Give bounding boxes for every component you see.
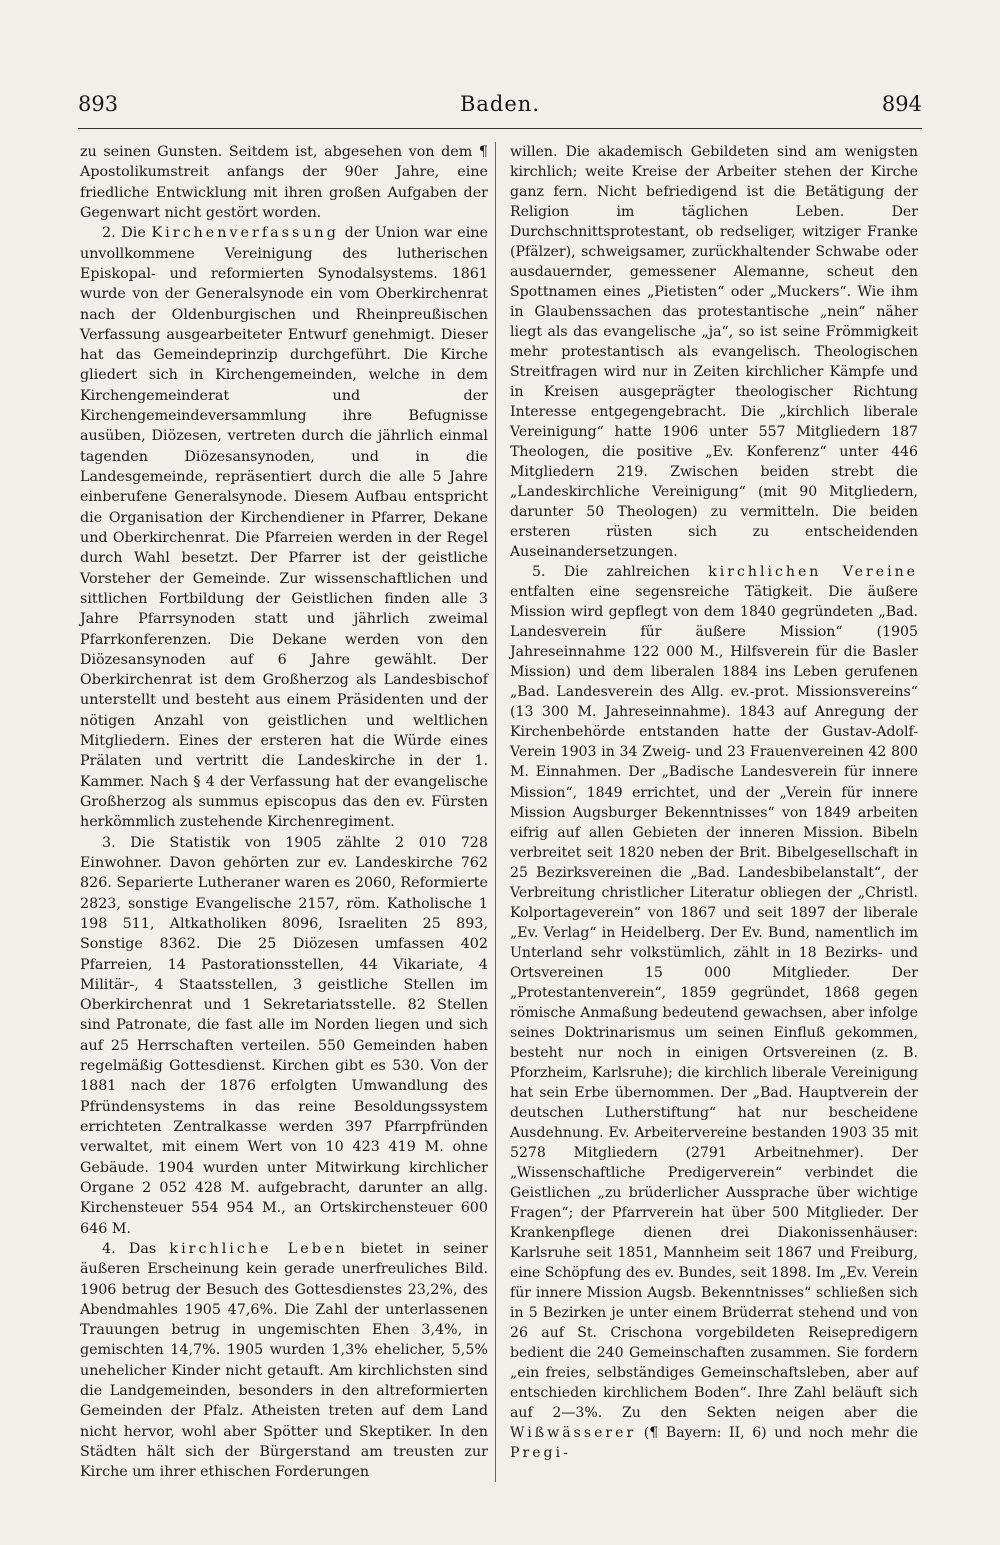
running-title: Baden. (459, 92, 541, 116)
paragraph-statistik: 3. Die Statistik von 1905 zählte 2 010 728 Einwohner. Davon gehörten zur ev. Landeskirche 762 826. Separierte Lutheraner waren es 2060, Reformierte 2823, sonstige Evangelische 2157, röm. Katholische 1 198 511, Altkatholiken 8096, Israeliten 25 893, Sonstige 8362. Die 25 Diözesen umfassen 402 Pfarreien, 14 Pastorationsstellen, 44 Vikariate, 4 Militär-, 4 Staatsstellen, 3 geistliche Stellen im Oberkirchenrat und 1 Sekretariatsstelle. 82 Stellen sind Patronate, die fast alle im Norden liegen und sich auf 25 Herrschaften verteilen. 550 Gemeinden haben regelmäßig Gottesdienst. Kirchen gibt es 530. Von der 1881 nach der 1876 erfolgten Umwandlung des Pfründensystems in das reine Besoldungssystem errichteten Zentralkasse werden 397 Pfarrpfründen verwaltet, mit einem Wert von 10 423 419 M. ohne Gebäude. 1904 wurden unter Mitwirkung kirchlicher Organe 2 052 428 M. aufgebracht, darunter an allg. Kirchensteuer 554 954 M., an Ortskirchensteuer 600 646 M. (80, 834, 488, 1237)
header-rule (78, 128, 922, 129)
paragraph-kirchliche-leben (80, 1239, 488, 1483)
paragraph-text: (¶ Bayern: II, 6) und noch mehr die (636, 1425, 918, 1441)
page-header (78, 92, 922, 120)
section-number: 4. Das (102, 1240, 170, 1257)
section-number: 2. Die (102, 225, 152, 242)
page-number-left: 893 (78, 92, 119, 116)
section-number: 5. Die zahlreichen (532, 564, 709, 581)
paragraph-text: entfalten eine segensreiche Tätigkeit. Die äußere Mission wird gepflegt von dem 1840 gegründeten „Bad. Landesverein für äußere Mission“ (1905 Jahreseinnahme 122 000 M., Hilfsverein für die Basler Mission) und dem liberalen 1884 ins Leben gerufenen „Bad. Landesverein des Allg. ev.-prot. Missionsvereins“ (13 300 M. Jahreseinnahme). 1843 auf Anregung der Kirchenbehörde entstanden hatte der Gustav-Adolf-Verein 1903 in 34 Zweig- und 23 Frauenvereinen 42 800 M. Einnahmen. Der „Badische Landesverein für innere Mission“, 1849 errichtet, und der „Verein für innere Mission Augsburger Bekenntnisses“ von 1849 arbeiten eifrig auf allen Gebieten der inneren Mission. Bibeln verbreitet seit 1820 neben der Brit. Bibelgesellschaft in 25 Bezirksvereinen die „Bad. Landesbibelanstalt“, der Verbreitung christlicher Literatur obliegen der „Christl. Kolportageverein“ von 1867 und seit 1897 der liberale „Ev. Verlag“ in Heidelberg. Der Ev. Bund, namentlich im Unterland sehr volkstümlich, zählt in 18 Bezirks- und Ortsvereinen 15 000 Mitglieder. Der „Protestantenverein“, 1859 gegründet, 1868 gegen römische Anmaßung bedeutend gewachsen, aber infolge seines Doktrinarismus um seinen Einfluß gekommen, besteht nur noch in einigen Ortsvereinen (z. B. Pforzheim, Karlsruhe); die kirchlich liberale Vereinigung hat sein Erbe übernommen. Der „Bad. Hauptverein der deutschen Lutherstiftung“ hat nur bescheidene Ausdehnung. Ev. Arbeitervereine bestanden 1903 35 mit 5278 Mitgliedern (2791 Arbeitnehmer). Der „Wissenschaftliche Predigerverein“ verbindet die Geistlichen „zu brüderlicher Aussprache über wichtige Fragen“; der Pfarrverein hat über 500 Mitglieder. Der Krankenpflege dienen drei Diakonissenhäuser: Karlsruhe seit 1851, Mannheim seit 1867 und Freiburg, eine Schöpfung des ev. Bundes, seit 1898. Im „Ev. Verein für innere Mission Augsb. Bekenntnisses“ schließen sich in 5 Bezirken je unter einem Brüderrat stehend und von 26 auf St. Crischona vorgebildeten Reisepredigern bedient die 240 Gemeinschaften zusammen. Sie fordern „ein freies, selbständiges Gemeinschaftsleben, aber auf entschieden kirchlichem Boden“. Ihre Zahl beläuft sich auf 2—3%. Zu den Sekten neigen aber die (510, 584, 918, 1421)
column-divider (495, 142, 496, 1482)
paragraph-continuation: zu seinen Gunsten. Seitdem ist, abgesehen von dem ¶ Apostolikumstreit anfangs der 90er Jahre, eine friedliche Entwicklung mit ihren großen Aufgaben der Gegenwart nicht gestört worden. (80, 144, 488, 221)
paragraph-kirchenverfassung (80, 223, 488, 832)
emphasized-term: kirchliche Leben (169, 1240, 348, 1257)
emphasized-term: Pregi- (510, 1445, 571, 1462)
emphasized-term: Kirchenverfassung (151, 225, 339, 242)
paragraph-text: der Union war eine unvollkommene Vereinigung des lutherischen Episkopal- und reformierten Synodalsystems. 1861 wurde von der Generalsynode ein vom Oberkirchenrat nach der Oldenburgischen und Rheinpreußischen Verfassung ausgearbeiteter Entwurf genehmigt. Dieser hat das Gemeindeprinzip durchgeführt. Die Kirche gliedert sich in Kirchengemeinden, welche in dem Kirchengemeinderat und der Kirchengemeindeversammlung ihre Befugnisse ausüben, Diözesen, vertreten durch die jährlich einmal tagenden Diözesansynoden, und in die Landesgemeinde, repräsentiert durch die alle 5 Jahre einberufene Generalsynode. Diesem Aufbau entspricht die Organisation der Kirchendiener in Pfarrer, Dekane und Oberkirchenrat. Die Pfarreien werden in der Regel durch Wahl besetzt. Der Pfarrer ist der geistliche Vorsteher der Gemeinde. Zur wissenschaftlichen und sittlichen Fortbildung der Geistlichen finden alle 3 Jahre Pfarrsynoden statt und jährlich zweimal Pfarrkonferenzen. Die Dekane werden von den Diözesansynoden auf 6 Jahre gewählt. Der Oberkirchenrat ist dem Großherzog als Landesbischof unterstellt und besteht aus einem Präsidenten und der nötigen Anzahl von geistlichen und weltlichen Mitgliedern. Eines der ersteren hat die Würde eines Prälaten und vertritt die Landeskirche in der 1. Kammer. Nach § 4 der Verfassung hat der evangelische Großherzog als summus episcopus das den ev. Fürsten herkömmlich zustehende Kirchenregiment. (80, 225, 488, 831)
left-column (80, 142, 488, 1483)
emphasized-term: Wißwässerer (510, 1425, 637, 1441)
emphasized-term: kirchlichen Vereine (708, 564, 918, 581)
paragraph-kirchliche-vereine (510, 562, 918, 1463)
right-column (510, 142, 918, 1463)
paragraph-text: bietet in seiner äußeren Erscheinung kein gerade unerfreuliches Bild. 1906 betrug der Besuch des Gottesdienstes 23,2%, des Abendmahles 1905 47,6%. Die Zahl der unterlassenen Trauungen betrug in ungemischten Ehen 3,4%, in gemischten 14,7%. 1905 wurden 1,3% ehelicher, 5,5% unehelicher Kinder nicht getauft. Am kirchlichsten sind die Landgemeinden, besonders in den altreformierten Gemeinden der Pfalz. Atheisten treten auf dem Land nicht hervor, wohl aber Spötter und Skeptiker. In den Städten hält sich der Bürgerstand am treusten zur Kirche um ihrer ethischen Forderungen (80, 1240, 488, 1481)
page-number-right: 894 (881, 92, 922, 116)
paragraph-continuation: willen. Die akademisch Gebildeten sind am wenigsten kirchlich; weite Kreise der Arbeiter stehen der Kirche ganz fern. Nicht befriedigend ist die Betätigung der Religion im täglichen Leben. Der Durchschnittsprotestant, ob redseliger, witziger Franke (Pfälzer), schweigsamer, zurückhaltender Schwabe oder ausdauernder, gemessener Alemanne, scheut den Spottnamen eines „Pietisten“ oder „Muckers“. Wie ihm in Glaubenssachen das protestantische „nein“ näher liegt als das evangelische „ja“, so ist seine Frömmigkeit mehr protestantisch als evangelisch. Theologischen Streitfragen wird nur in Zeiten kirchlicher Kämpfe und in Kreisen ausgeprägter theologischer Richtung Interesse entgegengebracht. Die „kirchlich liberale Vereinigung“ hatte 1906 unter 557 Mitgliedern 187 Theologen, die positive „Ev. Konferenz“ unter 446 Mitgliedern 219. Zwischen beiden strebt die „Landeskirchliche Vereinigung“ (mit 90 Mitgliedern, darunter 50 Theologen) zu vermitteln. Die beiden ersteren rüsten sich zu entscheidenden Auseinandersetzungen. (510, 144, 918, 561)
